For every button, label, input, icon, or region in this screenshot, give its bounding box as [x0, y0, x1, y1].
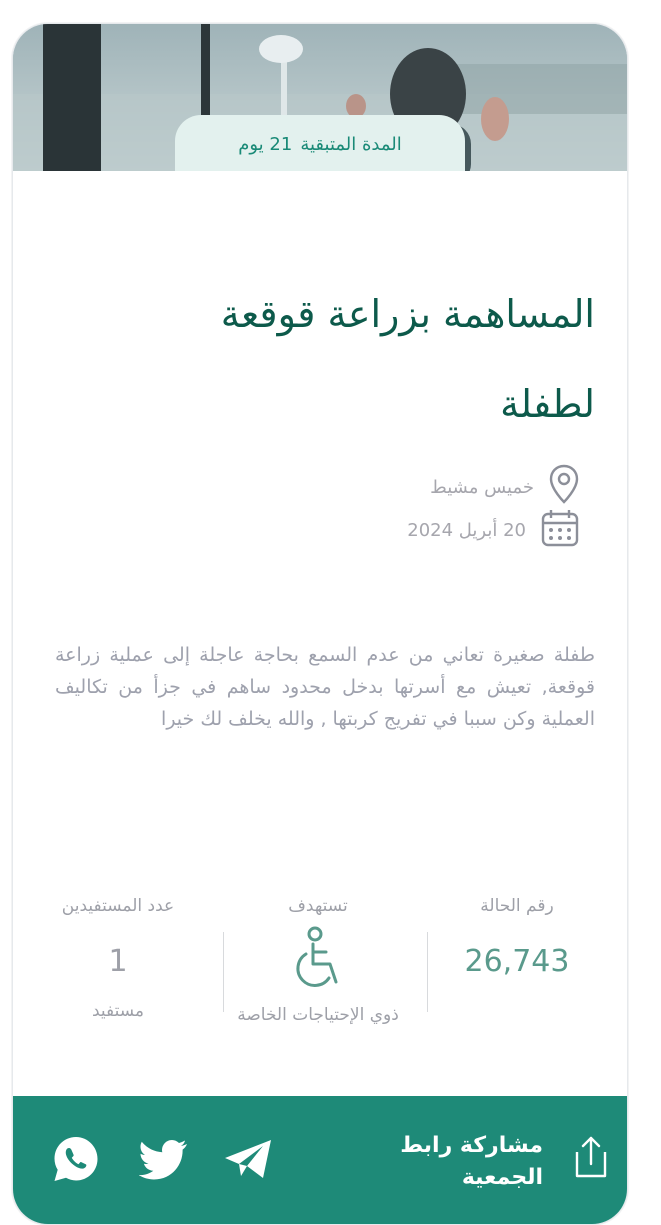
location-row — [430, 464, 580, 510]
case-number-value: 26,743 — [464, 944, 570, 979]
target-label: تستهدف — [288, 896, 348, 916]
campaign-description: طفلة صغيرة تعاني من عدم السمع بحاجة عاجلة إلى عملية زراعة قوقعة, تعيش مع أسرتها بدخل محدود ساهم في جزأ من تكاليف العملية وكن سببا في تفريج كربتها , والله يخلف لك خيرا — [55, 644, 595, 730]
remaining-duration-label: المدة المتبقية — [300, 133, 402, 155]
target-value: ذوي الإحتياجات الخاصة — [237, 1005, 399, 1025]
campaign-hero-image — [13, 24, 627, 171]
calendar-icon — [540, 508, 580, 552]
stats-divider — [223, 932, 224, 1012]
twitter-icon[interactable] — [139, 1138, 189, 1184]
beneficiaries-unit: مستفيد — [91, 1001, 145, 1021]
beneficiaries-value: 1 — [108, 944, 128, 979]
campaign-title-line-1: المساهمة بزراعة قوقعة — [220, 292, 595, 336]
stats-divider — [427, 932, 428, 1012]
stat-case-number — [447, 896, 587, 979]
share-icon[interactable] — [571, 1134, 611, 1184]
share-link-label[interactable]: مشاركة رابط الجمعية — [400, 1133, 543, 1190]
remaining-duration-tab — [175, 115, 465, 171]
wheelchair-icon — [233, 926, 403, 996]
campaign-card — [12, 23, 628, 1225]
campaign-title-line-2: لطفلة — [500, 382, 595, 426]
location-pin-icon — [548, 464, 580, 510]
remaining-duration-value: 21 يوم — [238, 133, 293, 155]
stat-beneficiaries — [33, 896, 203, 1021]
campaign-stats — [13, 896, 627, 1066]
share-bar — [13, 1096, 627, 1224]
date-row — [407, 508, 580, 552]
date-text: 20 أبريل 2024 — [407, 519, 526, 541]
whatsapp-icon[interactable] — [51, 1134, 101, 1188]
case-number-label: رقم الحالة — [480, 896, 554, 916]
beneficiaries-label: عدد المستفيدين — [61, 896, 175, 916]
location-text: خميس مشيط — [430, 476, 534, 498]
campaign-title — [55, 269, 595, 449]
stat-target-group — [233, 896, 403, 1026]
telegram-icon[interactable] — [223, 1138, 275, 1184]
